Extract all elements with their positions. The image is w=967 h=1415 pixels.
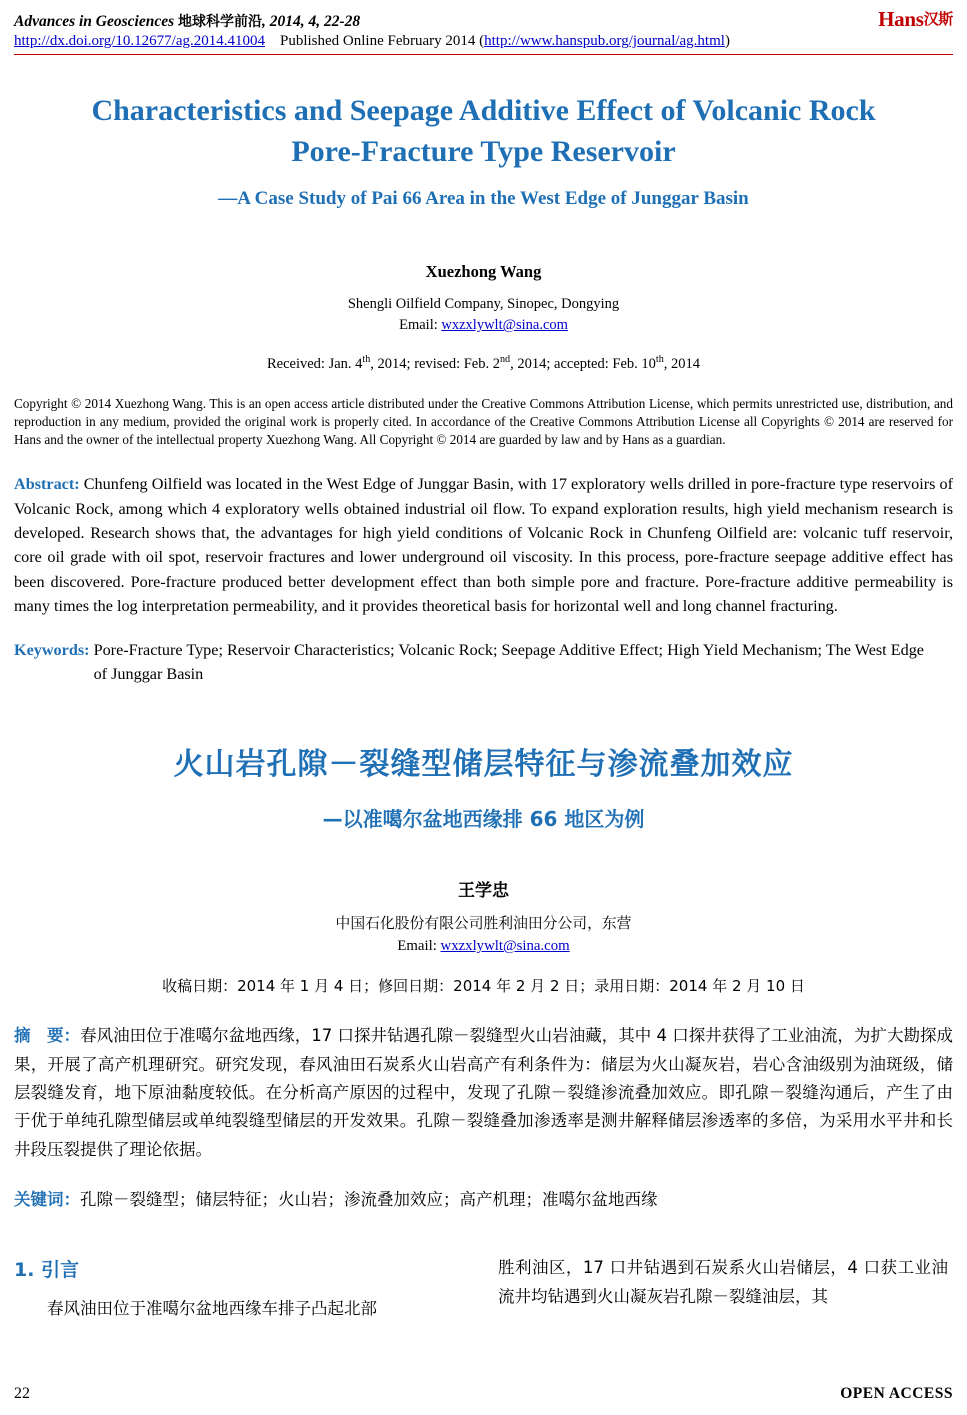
page-subtitle: —A Case Study of Pai 66 Area in the West Edge of Junggar Basin — [218, 188, 749, 210]
received-label: Received: Jan. 4 — [266, 355, 363, 372]
dates-cn: 收稿日期：2014 年 1 月 4 日；修回日期：2014 年 2 月 2 日；录用日期：2014 年 2 月 10 日 — [162, 977, 805, 996]
paragraph-intro-left: 春风油田位于准噶尔盆地西缘车排子凸起北部 — [47, 1299, 377, 1319]
body-column-left — [14, 1254, 464, 1324]
journal-title-block — [14, 13, 360, 30]
affiliation-block-en — [14, 294, 953, 336]
header-divider — [14, 54, 953, 55]
open-access-badge: OPEN ACCESS — [840, 1385, 953, 1402]
abstract-text-cn: 春风油田位于准噶尔盆地西缘，17 口探井钻遇孔隙－裂缝型火山岩油藏，其中 4 口探井获得了工业油流，为扩大勘探成果，开展了高产机理研究。研究发现，春风油田石炭系火山岩高产有利条件为：储层为火山凝灰岩，岩心含油级别为油斑级，储层裂缝发育，地下原油黏度较低。在分析高产原因的过程中，发现了孔隙－裂缝渗流叠加效应。即孔隙－裂缝沟通后，产生了由于优于单纯孔隙型储层或单纯裂缝型储层的开发效果。孔隙－裂缝叠加渗透率是测井解释储层渗透率的多倍，为采用水平井和长井段压裂提供了理论依据。 — [14, 1026, 954, 1159]
journal-url-link[interactable]: http://www.hanspub.org/journal/ag.html — [484, 33, 725, 50]
journal-title-cn: 地球科学前沿 — [178, 14, 263, 30]
affiliation-en: Shengli Oilfield Company, Sinopec, Dongying — [347, 296, 620, 313]
abstract-block-cn — [14, 1022, 953, 1164]
accepted-year: , 2014 — [663, 355, 701, 372]
published-text: Published Online February 2014 ( — [279, 33, 485, 50]
email-link[interactable]: wxzxlywlt@sina.com — [441, 317, 568, 334]
abstract-block — [14, 472, 953, 618]
page-title-cn: 火山岩孔隙－裂缝型储层特征与渗流叠加效应 — [173, 746, 794, 782]
page-footer — [14, 1385, 953, 1403]
keywords-block-cn — [14, 1186, 953, 1214]
keywords-text: Pore-Fracture Type; Reservoir Characteristics; Volcanic Rock; Seepage Additive Effect; High Yield Mechanism; The West Edge of Junggar Basin — [93, 641, 924, 684]
hans-logo-text: Hans — [878, 7, 924, 31]
email-link-cn[interactable]: wxzxlywlt@sina.com — [440, 938, 570, 955]
abstract-label: Abstract: — [14, 475, 80, 494]
copyright-notice: Copyright © 2014 Xuezhong Wang. This is an open access article distributed under the Creative Commons Attribution License, which permits unrestricted use, distribution, and reproduction in any medium, provided the original work is properly cited. In accordance of the Creative Commons Attribution License all Copyrights © 2014 are reserved for Hans and the owner of the intellectual property Xuezhong Wang. All Copyright © 2014 are guarded by law and by Hans as a guardian. — [14, 395, 953, 447]
email-line-cn — [14, 935, 953, 957]
published-close-paren: ) — [724, 33, 730, 50]
journal-title-en: Advances in Geosciences — [14, 13, 175, 30]
revised-sup: nd — [499, 354, 511, 366]
page-number: 22 — [14, 1385, 30, 1402]
body-column-right — [498, 1254, 948, 1324]
hans-logo — [878, 8, 953, 31]
page-header — [14, 8, 953, 31]
section-title: 引言 — [41, 1259, 80, 1282]
accepted-sup: th — [655, 354, 664, 366]
affiliation-block-cn — [14, 913, 953, 957]
keywords-label: Keywords: — [14, 641, 90, 660]
author-name-cn: 王学忠 — [458, 880, 509, 901]
keywords-label-cn: 关键词： — [14, 1190, 80, 1210]
email-label: Email: — [399, 317, 442, 334]
keywords-block — [14, 638, 953, 687]
doi-line — [14, 32, 953, 50]
abstract-label-cn: 摘 要： — [14, 1026, 81, 1046]
accepted-label: , 2014; accepted: Feb. 10 — [510, 355, 656, 372]
received-sup: th — [362, 354, 371, 366]
email-label-cn: Email: — [397, 938, 441, 955]
journal-volume-info: , 2014, 4, 22-28 — [262, 13, 361, 30]
doi-link[interactable]: http://dx.doi.org/10.12677/ag.2014.41004 — [14, 33, 265, 50]
affiliation-cn: 中国石化股份有限公司胜利油田分公司，东营 — [335, 914, 632, 932]
author-name-en: Xuezhong Wang — [425, 262, 542, 282]
email-line-en — [14, 315, 953, 336]
section-number: 1. — [14, 1259, 35, 1282]
page-subtitle-cn: —以准噶尔盆地西缘排 66 地区为例 — [322, 806, 645, 831]
page-title: Characteristics and Seepage Additive Effect of Volcanic Rock Pore-Fracture Type Reservoir — [91, 94, 876, 168]
body-columns — [14, 1254, 953, 1324]
section-heading-introduction — [14, 1254, 464, 1287]
dates-en — [14, 354, 953, 373]
paragraph-intro-right: 胜利油区，17 口井钻遇到石炭系火山岩储层，4 口获工业油流井均钻遇到火山凝灰岩孔隙－裂缝油层，其 — [498, 1258, 948, 1307]
keywords-text-cn: 孔隙－裂缝型；储层特征；火山岩；渗流叠加效应；高产机理；准噶尔盆地西缘 — [80, 1190, 658, 1210]
abstract-text: Chunfeng Oilfield was located in the West Edge of Junggar Basin, with 17 exploratory wells drilled in pore-fracture type reservoirs of Volcanic Rock, among which 4 exploratory wells obtained industrial oil flow. To expand exploration results, high yield mechanism research is developed. Research shows that, the advantages for high yield conditions of Volcanic Rock in Chunfeng Oilfield are: volcanic tuff reservoir, core oil grade with oil spot, reservoir fractures and lower underground oil viscosity. In this process, pore-fracture seepage additive effect has been discovered. Pore-fracture produced better development effect than both simple pore and fracture. Pore-fracture additive permeability is many times the log interpretation permeability, and it provides theoretical basis for horizontal well and long channel fracturing. — [14, 475, 953, 615]
hans-logo-cn: 汉斯 — [923, 10, 953, 28]
revised-label: , 2014; revised: Feb. 2 — [370, 355, 500, 372]
